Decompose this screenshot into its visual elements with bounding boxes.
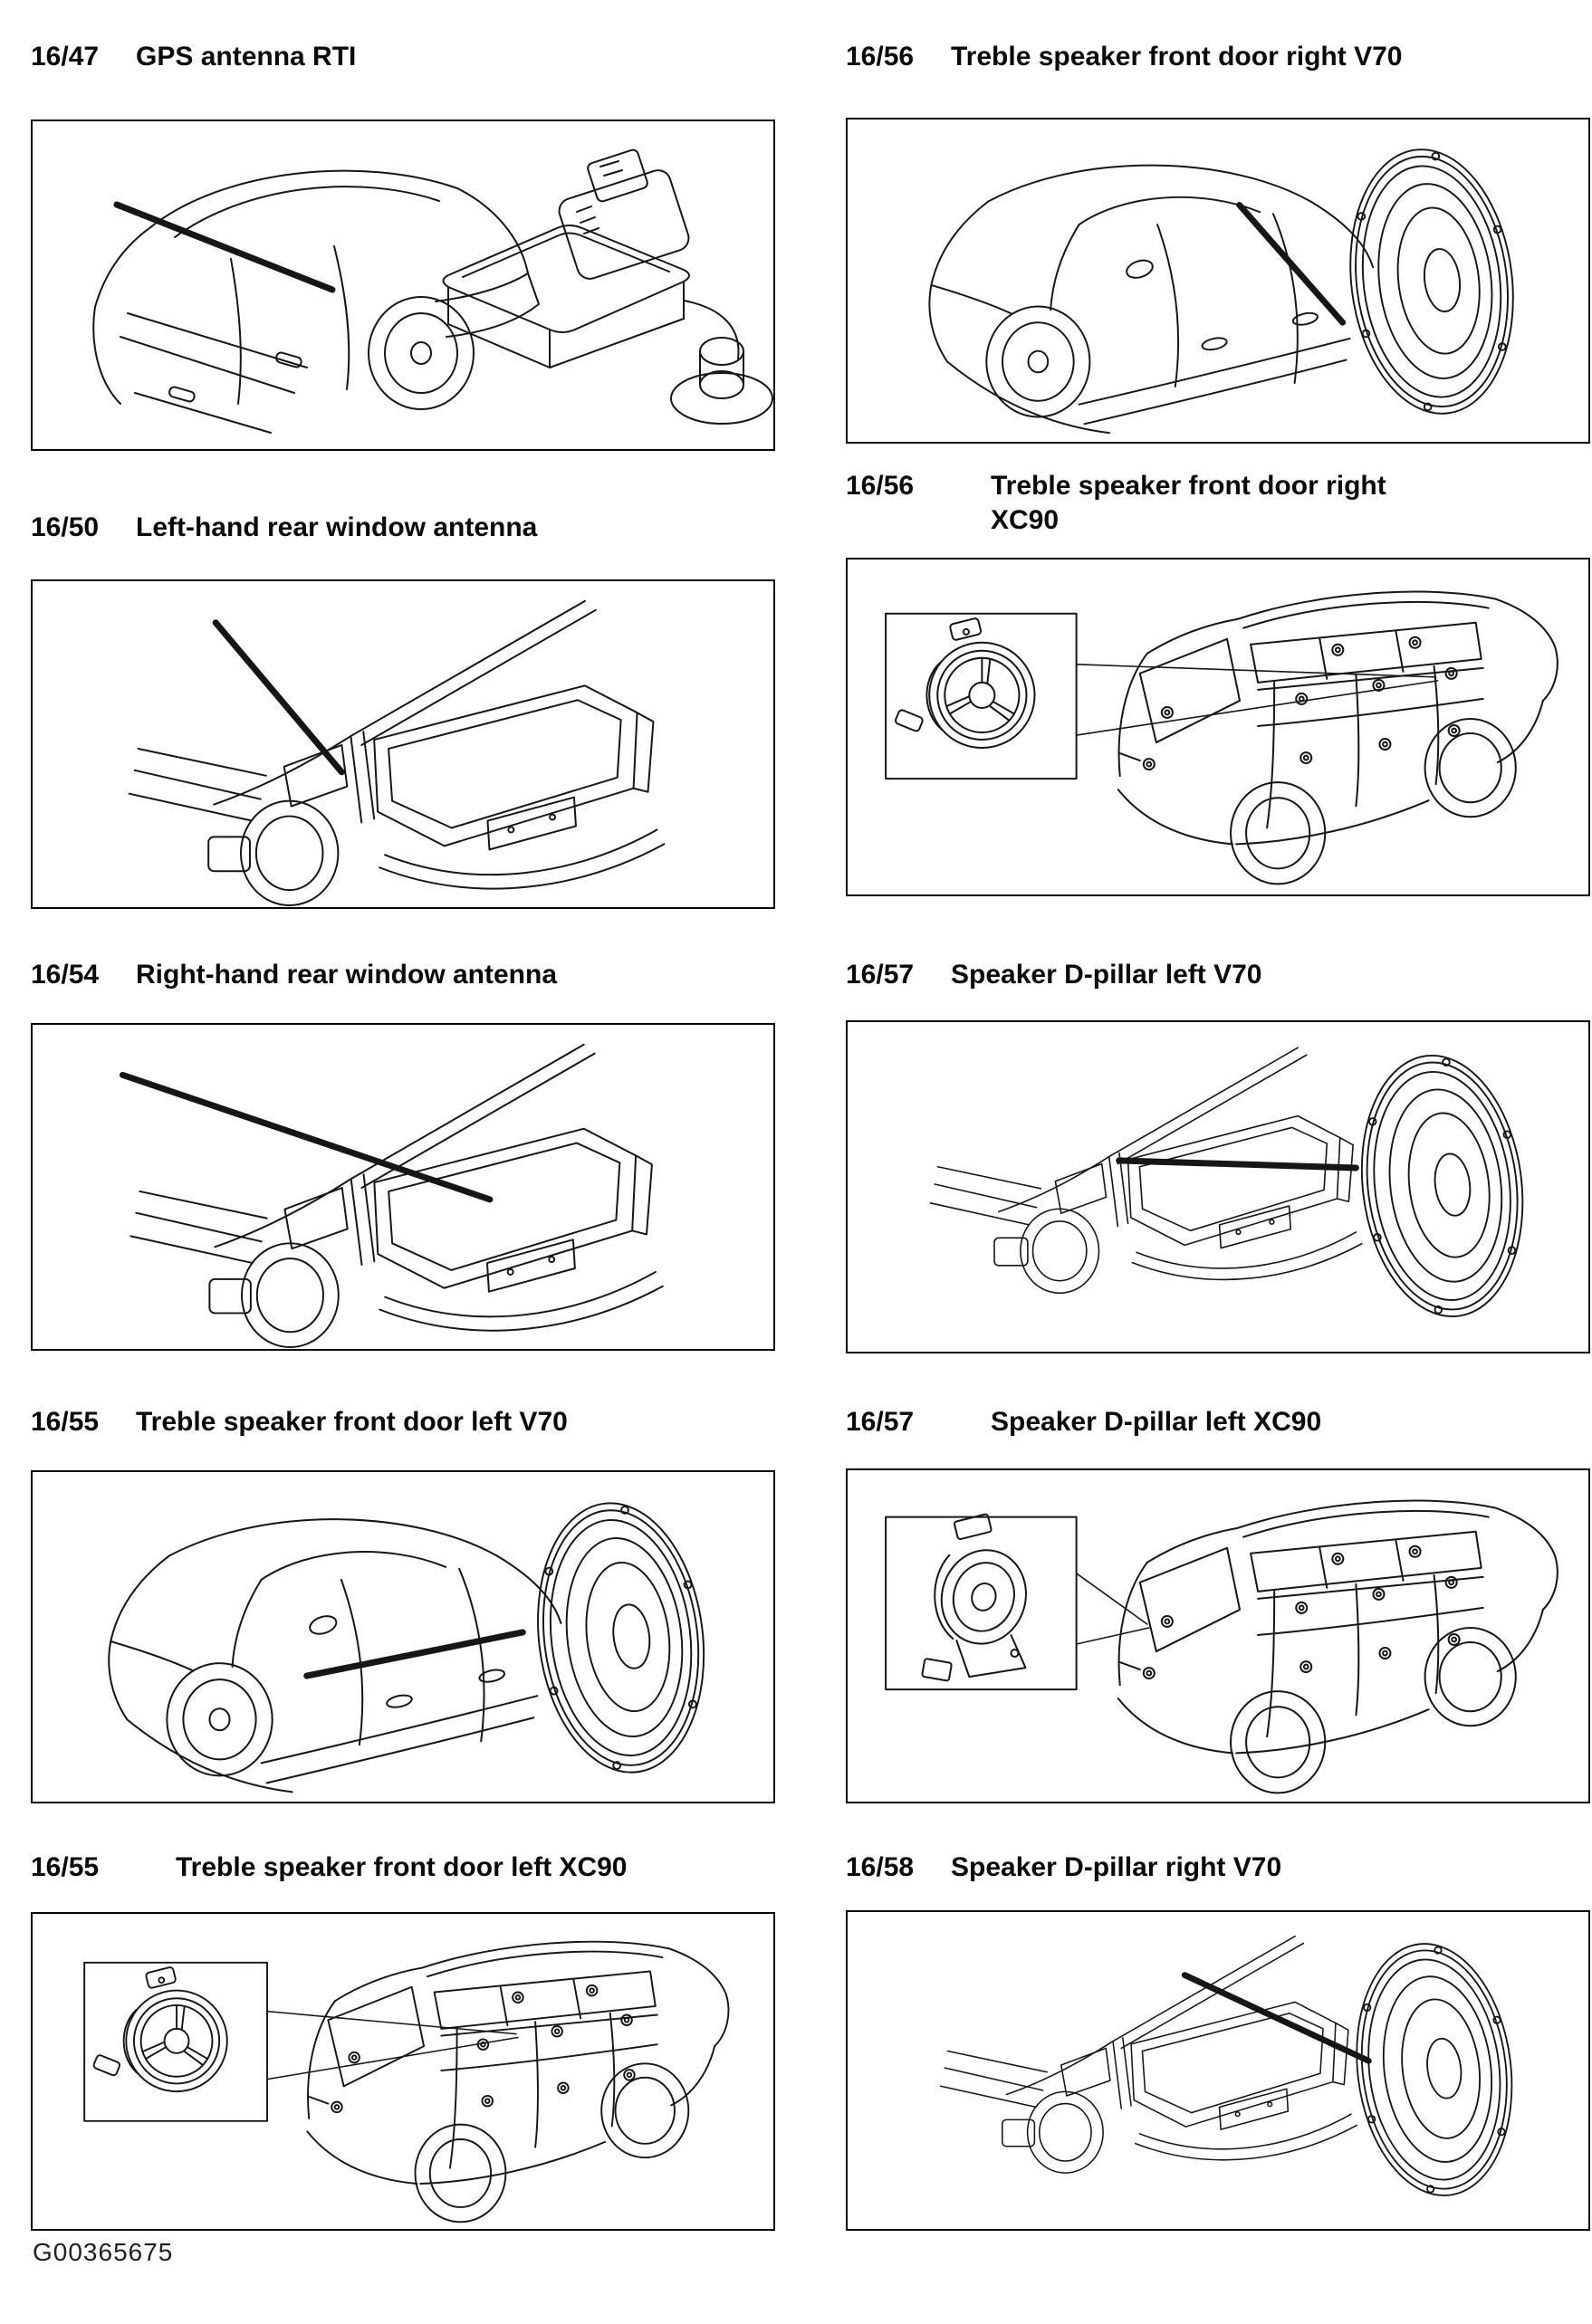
treble-front-door-left-xc90-drawing: [33, 1914, 773, 2229]
figure-ref: 16/58: [846, 1852, 915, 1882]
gps-antenna-module: [444, 148, 773, 424]
speaker-location-markers: [331, 1985, 635, 2112]
figure-title: Speaker D-pillar left V70: [951, 960, 1262, 990]
figure-16-58-dpillar-right-v70: [846, 1851, 1590, 2231]
leader-line: [122, 1075, 489, 1199]
car-front-quarter-view: [109, 1519, 561, 1792]
gps-antenna-rti-drawing: [33, 121, 773, 449]
figure-frame: [846, 1468, 1590, 1803]
figure-16-57-dpillar-left-v70: [846, 958, 1590, 1353]
figure-16-57-dpillar-left-xc90: [846, 1405, 1590, 1803]
figure-frame: [846, 1020, 1590, 1353]
wagon-rear-view: [130, 1045, 662, 1347]
leader-line: [267, 2012, 516, 2034]
left-rear-window-antenna-drawing: [33, 581, 773, 907]
wagon-rear-view: [129, 601, 665, 905]
figure-ref: 16/55: [31, 1407, 100, 1437]
figure-16-55-treble-left-xc90: [31, 1851, 775, 2231]
wagon-rear-view: [941, 1937, 1357, 2173]
figure-title: GPS antenna RTI: [136, 42, 357, 72]
figure-16-55-treble-left-v70: [31, 1405, 775, 1803]
figure-frame: [846, 118, 1590, 444]
figure-heading: [846, 469, 1590, 538]
inset-bracket-speaker: [886, 1514, 1077, 1689]
xc90-suv-view: [1118, 592, 1558, 885]
figure-ref: 16/50: [31, 512, 100, 542]
figure-heading: [31, 1405, 775, 1439]
xc90-suv-view: [307, 1942, 728, 2223]
speaker-cone: [523, 1494, 719, 1782]
figure-16-47-gps-antenna-rti: [31, 40, 775, 451]
figure-ref: 16/57: [846, 960, 915, 990]
figure-16-50-left-rear-window-antenna: [31, 511, 775, 909]
figure-frame: [846, 1910, 1590, 2231]
figure-frame: [846, 558, 1590, 896]
wagon-rear-view: [930, 1047, 1361, 1293]
speaker-dpillar-right-v70-drawing: [848, 1912, 1588, 2229]
right-rear-window-antenna-drawing: [33, 1025, 773, 1349]
treble-front-door-right-v70-drawing: [848, 120, 1588, 442]
figure-title: Speaker D-pillar right V70: [951, 1852, 1282, 1882]
leader-line: [117, 205, 332, 290]
speaker-location-markers: [1144, 637, 1460, 770]
leader-line: [1240, 205, 1343, 322]
figure-heading: [846, 1405, 1590, 1439]
inset-treble-speaker: [886, 614, 1077, 779]
figure-16-56-treble-right-xc90: [846, 469, 1590, 896]
leader-line: [1077, 681, 1438, 735]
figure-title: Left-hand rear window antenna: [136, 512, 538, 542]
figure-heading: [846, 958, 1590, 992]
figure-heading: [31, 511, 775, 545]
leader-line: [1119, 1161, 1357, 1168]
figure-frame: [31, 1912, 775, 2231]
figure-ref: 16/56: [846, 471, 915, 501]
figure-title: Right-hand rear window antenna: [136, 960, 558, 990]
figure-ref: 16/55: [31, 1852, 100, 1882]
speaker-dpillar-left-v70-drawing: [848, 1022, 1588, 1352]
figure-title: Treble speaker front door left XC90: [176, 1852, 628, 1882]
figure-frame: [31, 120, 775, 451]
figure-ref: 16/56: [846, 42, 915, 72]
inset-treble-speaker: [84, 1963, 267, 2121]
figure-heading: [846, 1851, 1590, 1885]
figure-title: Treble speaker front door right V70: [951, 42, 1403, 72]
figure-frame: [31, 1470, 775, 1803]
figure-heading: [846, 40, 1590, 74]
car-front-quarter-view: [929, 166, 1373, 434]
xc90-suv-view: [1118, 1501, 1558, 1793]
figure-16-54-right-rear-window-antenna: [31, 958, 775, 1351]
leader-line: [1184, 1975, 1368, 2061]
speaker-cone: [1343, 1935, 1526, 2204]
speaker-cone: [1347, 1047, 1537, 1326]
figure-frame: [31, 1023, 775, 1351]
figure-heading: [31, 1851, 775, 1885]
treble-front-door-right-xc90-drawing: [848, 559, 1588, 894]
figure-ref: 16/57: [846, 1407, 915, 1437]
speaker-dpillar-left-xc90-drawing: [848, 1470, 1588, 1802]
figure-heading: [31, 958, 775, 992]
leader-line: [267, 2038, 518, 2080]
figure-16-56-treble-right-v70: [846, 40, 1590, 444]
figure-title: Treble speaker front door right XC90: [991, 471, 1386, 535]
leader-line: [307, 1632, 523, 1676]
figure-title: Speaker D-pillar left XC90: [991, 1407, 1322, 1437]
speaker-location-markers: [1144, 1546, 1460, 1678]
speaker-cone: [1336, 140, 1528, 423]
treble-front-door-left-v70-drawing: [33, 1472, 773, 1802]
figure-frame: [31, 579, 775, 909]
figure-ref: 16/54: [31, 960, 100, 990]
illustration-code: G00365675: [33, 2238, 174, 2266]
figure-ref: 16/47: [31, 42, 100, 72]
leader-line: [1077, 1628, 1149, 1644]
figure-heading: [31, 40, 775, 74]
figure-title: Treble speaker front door left V70: [136, 1407, 568, 1437]
leader-line: [216, 623, 341, 772]
car-rear-quarter-view: [93, 171, 539, 433]
